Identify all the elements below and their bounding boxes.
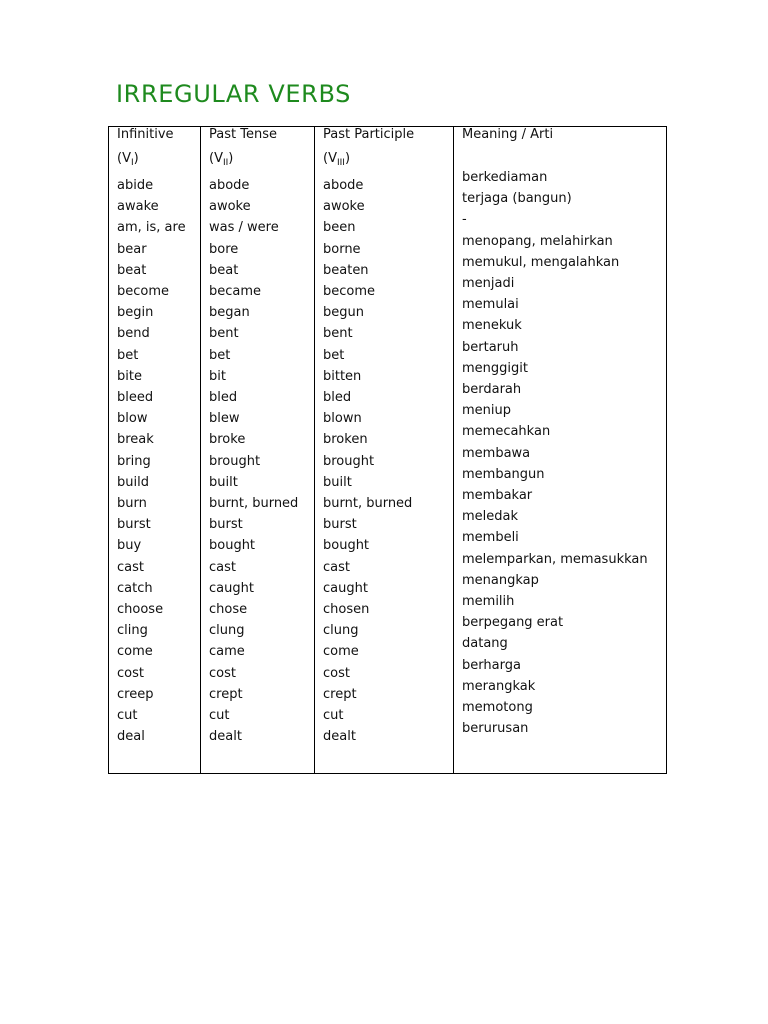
table-cell-infinitive: cling bbox=[117, 623, 148, 639]
table-cell-meaning: terjaga (bangun) bbox=[462, 191, 572, 207]
table-cell-meaning: memotong bbox=[462, 700, 533, 715]
table-cell-meaning: memecahkan bbox=[462, 424, 551, 440]
table-cell-past-tense: bled bbox=[209, 390, 238, 405]
column-divider bbox=[200, 127, 201, 773]
table-cell-meaning: menangkap bbox=[462, 572, 539, 588]
table-cell-infinitive: blow bbox=[117, 411, 148, 427]
header-label: Past Participle bbox=[323, 127, 415, 142]
header-label: Infinitive bbox=[117, 127, 174, 142]
table-cell-past-participle: bet bbox=[323, 347, 345, 363]
table-cell-infinitive: awake bbox=[117, 199, 159, 215]
table-cell-infinitive: am, is, are bbox=[117, 220, 186, 236]
table-cell-past-tense: came bbox=[209, 644, 245, 660]
table-cell-past-participle: awoke bbox=[323, 199, 365, 215]
table-cell-past-tense: cast bbox=[209, 559, 236, 575]
table-cell-meaning: menopang, melahirkan bbox=[462, 233, 613, 249]
header-verb-form bbox=[117, 152, 139, 170]
table-cell-past-tense: awoke bbox=[209, 199, 251, 215]
table-cell-past-tense: became bbox=[209, 284, 262, 299]
table-cell-infinitive: bring bbox=[117, 453, 151, 469]
table-cell-past-tense: burst bbox=[209, 517, 243, 533]
table-cell-past-participle: bent bbox=[323, 326, 353, 342]
table-cell-past-tense: dealt bbox=[209, 729, 242, 745]
table-cell-past-tense: bought bbox=[209, 538, 256, 554]
irregular-verbs-table bbox=[108, 126, 667, 774]
table-cell-meaning: berurusan bbox=[462, 721, 529, 737]
table-cell-past-tense: blew bbox=[209, 411, 240, 427]
table-cell-meaning: membakar bbox=[462, 488, 533, 503]
table-cell-meaning: membangun bbox=[462, 466, 545, 482]
table-cell-infinitive: come bbox=[117, 644, 153, 660]
table-cell-infinitive: break bbox=[117, 432, 154, 448]
table-cell-past-tense: bet bbox=[209, 347, 231, 363]
table-cell-infinitive: creep bbox=[117, 686, 154, 702]
table-cell-past-participle: clung bbox=[323, 623, 359, 639]
verb-form-prefix: (V bbox=[323, 151, 337, 166]
table-cell-past-participle: become bbox=[323, 284, 376, 299]
table-cell-past-participle: been bbox=[323, 220, 356, 236]
table-cell-infinitive: buy bbox=[117, 538, 142, 554]
table-cell-past-tense: brought bbox=[209, 453, 261, 469]
table-cell-infinitive: burn bbox=[117, 496, 147, 511]
table-cell-infinitive: bite bbox=[117, 368, 142, 384]
table-cell-past-participle: crept bbox=[323, 686, 357, 702]
header-meaning bbox=[462, 128, 553, 141]
table-cell-infinitive: cast bbox=[117, 559, 144, 575]
column-divider bbox=[453, 127, 454, 773]
table-cell-infinitive: bleed bbox=[117, 390, 154, 405]
header-verb-form bbox=[323, 152, 350, 170]
table-cell-past-tense: bit bbox=[209, 368, 226, 384]
verb-form-suffix: ) bbox=[228, 151, 234, 166]
table-cell-meaning: berpegang erat bbox=[462, 615, 564, 631]
table-cell-meaning: meledak bbox=[462, 509, 519, 525]
header-label: Past Tense bbox=[209, 127, 277, 142]
table-cell-past-tense: clung bbox=[209, 623, 245, 639]
table-cell-past-participle: borne bbox=[323, 241, 361, 257]
table-cell-infinitive: bet bbox=[117, 347, 139, 363]
table-cell-meaning: memulai bbox=[462, 297, 519, 313]
table-cell-meaning: meniup bbox=[462, 403, 512, 419]
column-divider bbox=[314, 127, 315, 773]
table-cell-past-tense: beat bbox=[209, 262, 239, 278]
header-past-tense bbox=[209, 127, 277, 168]
verb-form-subscript: II bbox=[222, 158, 229, 168]
table-cell-past-participle: brought bbox=[323, 453, 375, 469]
table-cell-meaning: membawa bbox=[462, 445, 531, 461]
table-cell-meaning: bertaruh bbox=[462, 339, 519, 355]
verb-form-prefix: (V bbox=[117, 151, 131, 166]
table-cell-past-tense: chose bbox=[209, 602, 248, 617]
table-cell-past-participle: beaten bbox=[323, 262, 369, 278]
table-cell-past-participle: cast bbox=[323, 559, 350, 575]
verb-form-prefix: (V bbox=[209, 151, 223, 166]
table-cell-past-tense: built bbox=[209, 474, 238, 490]
table-cell-infinitive: abide bbox=[117, 178, 154, 193]
table-cell-meaning: berkediaman bbox=[462, 170, 548, 185]
header-past-participle bbox=[323, 127, 415, 168]
table-cell-past-tense: cut bbox=[209, 708, 230, 723]
table-cell-meaning: berdarah bbox=[462, 382, 522, 397]
table-cell-past-tense: burnt, burned bbox=[209, 496, 299, 511]
header-label: Meaning / Arti bbox=[462, 127, 554, 142]
table-cell-past-tense: bore bbox=[209, 241, 239, 257]
table-cell-past-tense: began bbox=[209, 305, 250, 321]
table-cell-past-participle: begun bbox=[323, 305, 364, 321]
page-title: IRREGULAR VERBS bbox=[116, 80, 351, 108]
table-cell-infinitive: bear bbox=[117, 241, 147, 257]
table-cell-past-participle: burnt, burned bbox=[323, 496, 413, 511]
verb-form-suffix: ) bbox=[133, 151, 139, 166]
table-cell-meaning: memilih bbox=[462, 594, 515, 609]
table-cell-infinitive: cost bbox=[117, 665, 144, 681]
table-cell-meaning: menggigit bbox=[462, 360, 528, 376]
table-cell-meaning: datang bbox=[462, 636, 508, 652]
header-verb-form bbox=[209, 152, 233, 170]
table-cell-meaning: memukul, mengalahkan bbox=[462, 254, 620, 270]
table-cell-meaning: menjadi bbox=[462, 276, 515, 291]
verb-form-suffix: ) bbox=[344, 151, 351, 166]
table-cell-infinitive: bend bbox=[117, 326, 150, 342]
table-cell-past-participle: broken bbox=[323, 432, 368, 448]
table-cell-past-tense: broke bbox=[209, 432, 246, 448]
table-cell-meaning: merangkak bbox=[462, 678, 536, 694]
table-cell-past-participle: burst bbox=[323, 517, 357, 533]
table-cell-meaning: menekuk bbox=[462, 318, 522, 334]
table-cell-past-participle: blown bbox=[323, 411, 362, 427]
table-cell-past-tense: abode bbox=[209, 178, 250, 193]
table-cell-infinitive: burst bbox=[117, 517, 151, 533]
table-cell-past-participle: dealt bbox=[323, 729, 356, 745]
table-cell-past-participle: abode bbox=[323, 178, 364, 193]
table-cell-infinitive: begin bbox=[117, 305, 154, 321]
table-cell-past-participle: cut bbox=[323, 708, 344, 723]
table-cell-past-participle: caught bbox=[323, 580, 368, 596]
table-cell-past-tense: bent bbox=[209, 326, 239, 342]
table-cell-past-participle: bled bbox=[323, 390, 352, 405]
table-cell-past-participle: bought bbox=[323, 538, 370, 554]
table-cell-past-participle: cost bbox=[323, 665, 350, 681]
table-cell-meaning: berharga bbox=[462, 657, 521, 673]
table-cell-infinitive: catch bbox=[117, 580, 153, 596]
table-cell-past-participle: bitten bbox=[323, 368, 362, 384]
table-cell-past-tense: caught bbox=[209, 580, 254, 596]
table-cell-infinitive: become bbox=[117, 284, 170, 299]
table-cell-past-participle: chosen bbox=[323, 602, 370, 617]
table-cell-infinitive: deal bbox=[117, 729, 145, 745]
table-cell-infinitive: build bbox=[117, 474, 149, 490]
table-cell-past-tense: cost bbox=[209, 665, 236, 681]
table-cell-meaning: melemparkan, memasukkan bbox=[462, 551, 648, 567]
table-cell-past-participle: come bbox=[323, 644, 359, 660]
verb-form-subscript: I bbox=[130, 158, 134, 168]
table-cell-past-tense: crept bbox=[209, 686, 243, 702]
table-cell-past-participle: built bbox=[323, 474, 352, 490]
table-cell-meaning: - bbox=[462, 212, 467, 228]
verb-form-subscript: III bbox=[336, 158, 345, 168]
header-infinitive bbox=[117, 127, 174, 168]
table-cell-past-tense: was / were bbox=[209, 220, 279, 236]
table-cell-meaning: membeli bbox=[462, 530, 519, 546]
table-cell-infinitive: beat bbox=[117, 262, 147, 278]
table-cell-infinitive: choose bbox=[117, 602, 164, 617]
table-cell-infinitive: cut bbox=[117, 708, 138, 723]
